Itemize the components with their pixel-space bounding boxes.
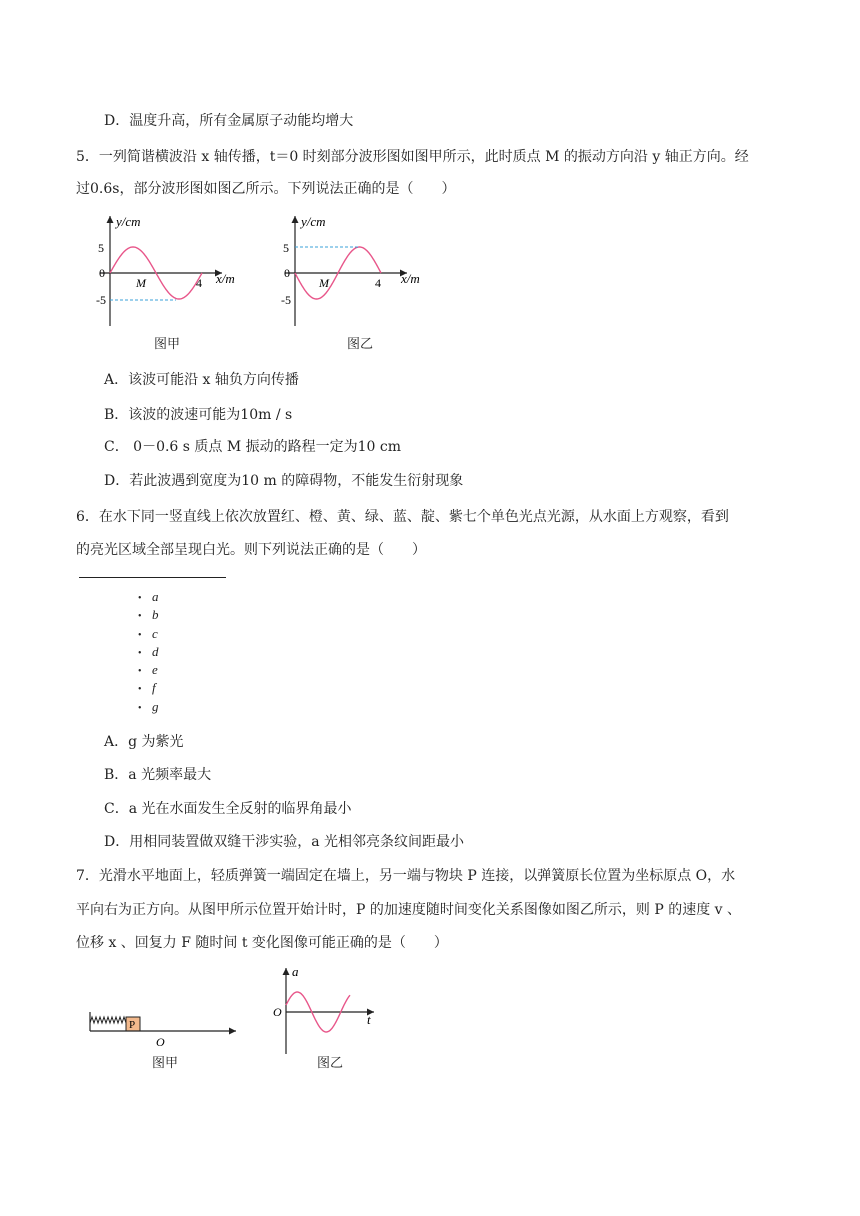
point-m: M [136, 276, 146, 290]
q6-option-b: B．a 光频率最大 [104, 767, 212, 783]
light-source-g: • g [138, 698, 159, 716]
tick-5: 5 [283, 241, 289, 255]
x-axis-label: x/m [216, 271, 235, 286]
q6-option-d: D．用相同装置做双缝干涉实验，a 光相邻亮条纹间距最小 [104, 834, 465, 850]
q6-stem-line2: 的亮光区域全部呈现白光。则下列说法正确的是（ ） [76, 542, 426, 558]
q6-stem-line1: 6．在水下同一竖直线上依次放置红、橙、黄、绿、蓝、靛、紫七个单色光点光源，从水面上方观察，看到 [76, 509, 729, 525]
spring [90, 1017, 126, 1023]
light-source-list [138, 588, 159, 716]
origin-o-label: O [273, 1005, 282, 1019]
light-source-f: • f [138, 679, 159, 697]
q7-stem-line3: 位移 x 、回复力 F 随时间 t 变化图像可能正确的是（ ） [76, 935, 448, 951]
tick-0: 0 [99, 266, 105, 280]
light-source-c: • c [138, 625, 159, 643]
t-axis-label: t [367, 1012, 371, 1027]
origin-label: O [156, 1035, 165, 1049]
q5-option-d: D．若此波遇到宽度为10 m 的障碍物，不能发生衍射现象 [104, 473, 464, 489]
q5-option-a: A．该波可能沿 x 轴负方向传播 [104, 372, 299, 388]
q5-figure-yi [283, 212, 443, 330]
q7-caption-jia: 图甲 [152, 1056, 179, 1071]
q4-option-d: D．温度升高，所有金属原子动能均增大 [104, 113, 354, 129]
q6-option-a: A．g 为紫光 [104, 734, 184, 750]
water-surface-line [79, 577, 226, 578]
y-axis-label: y/cm [116, 214, 141, 229]
q5-caption-jia: 图甲 [154, 337, 181, 352]
light-source-e: • e [138, 661, 159, 679]
q6-option-c: C．a 光在水面发生全反射的临界角最小 [104, 801, 352, 817]
tick-0: 0 [284, 266, 290, 280]
q5-stem-line2: 过0.6s，部分波形图如图乙所示。下列说法正确的是（ ） [76, 181, 456, 197]
light-source-a: • a [138, 588, 159, 606]
q5-option-c: C． 0－0.6 s 质点 M 振动的路程一定为10 cm [104, 439, 402, 455]
y-axis-label: y/cm [301, 214, 326, 229]
q5-option-b: B．该波的波速可能为10m / s [104, 407, 293, 423]
tick-minus5: -5 [96, 293, 106, 307]
q5-stem-line1: 5．一列简谐横波沿 x 轴传播，t＝0 时刻部分波形图如图甲所示，此时质点 M 的振动方向沿 y 轴正方向。经 [76, 149, 749, 165]
q7-caption-yi: 图乙 [317, 1056, 344, 1071]
light-source-d: • d [138, 643, 159, 661]
block-p-label: P [129, 1019, 136, 1031]
tick-4: 4 [196, 276, 202, 290]
a-axis-label: a [292, 964, 299, 979]
point-m: M [319, 276, 329, 290]
q7-figure-yi [270, 966, 380, 1056]
tick-4: 4 [375, 276, 381, 290]
q7-stem-line2: 平向右为正方向。从图甲所示位置开始计时，P 的加速度随时间变化关系图像如图乙所示，则 P 的速度 v 、 [76, 902, 741, 918]
light-source-b: • b [138, 606, 159, 624]
q7-figure-jia [86, 1008, 246, 1048]
q5-figure-jia [98, 212, 258, 330]
x-axis-label: x/m [401, 271, 420, 286]
tick-minus5: -5 [281, 293, 291, 307]
q5-caption-yi: 图乙 [347, 337, 374, 352]
tick-5: 5 [98, 241, 104, 255]
q7-stem-line1: 7．光滑水平地面上，轻质弹簧一端固定在墙上，另一端与物块 P 连接，以弹簧原长位置为坐标原点 O，水 [76, 868, 736, 884]
